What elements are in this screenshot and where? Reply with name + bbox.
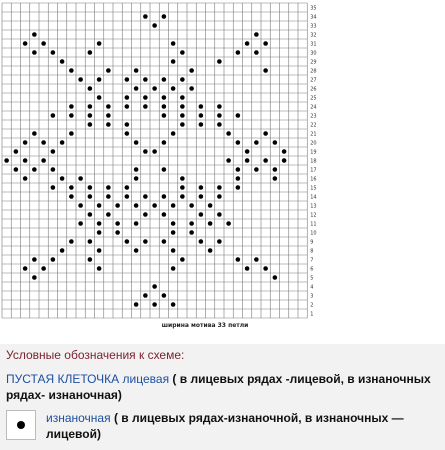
purl-stitch-dot (69, 185, 74, 190)
purl-stitch-dot (254, 167, 259, 172)
legend-empty-cell-row (6, 371, 436, 403)
purl-stitch-dot (106, 68, 111, 73)
purl-stitch-dot (88, 113, 93, 118)
purl-stitch-dot (189, 86, 194, 91)
purl-stitch-dot (263, 266, 268, 271)
purl-stitch-dot (189, 221, 194, 226)
purl-stitch-dot (88, 239, 93, 244)
purl-stitch-dot (88, 257, 93, 262)
purl-stitch-dot (208, 203, 213, 208)
row-number-label: 15 (310, 185, 317, 192)
purl-stitch-dot (217, 212, 222, 217)
purl-stitch-dot (236, 167, 241, 172)
row-number-label: 17 (310, 167, 317, 174)
purl-stitch-dot (273, 140, 278, 145)
purl-stitch-dot (162, 293, 167, 298)
purl-stitch-dot (162, 212, 167, 217)
purl-stitch-dot (199, 185, 204, 190)
purl-stitch-dot (263, 68, 268, 73)
purl-stitch-dot (41, 158, 46, 163)
row-number-label: 2 (310, 302, 314, 309)
purl-stitch-dot (97, 230, 102, 235)
purl-stitch-dot (217, 113, 222, 118)
purl-stitch-dot (171, 302, 176, 307)
purl-stitch-dot (263, 41, 268, 46)
purl-stitch-dot (32, 257, 37, 262)
purl-stitch-dot (69, 104, 74, 109)
purl-stitch-dot (171, 59, 176, 64)
purl-stitch-dot (32, 131, 37, 136)
purl-stitch-dot (41, 41, 46, 46)
legend-dot-row (46, 410, 441, 442)
purl-stitch-dot (199, 212, 204, 217)
legend-title: Условные обозначения к схеме: (6, 348, 185, 362)
row-number-label: 22 (310, 122, 317, 129)
purl-stitch-dot (245, 149, 250, 154)
purl-stitch-dot (236, 185, 241, 190)
purl-stitch-dot (143, 14, 148, 19)
purl-stitch-dot (106, 113, 111, 118)
purl-stitch-dot (106, 194, 111, 199)
purl-stitch-dot (125, 194, 130, 199)
purl-stitch-dot (78, 203, 83, 208)
purl-stitch-dot (88, 104, 93, 109)
purl-stitch-dot (273, 275, 278, 280)
row-number-label: 3 (310, 293, 314, 300)
purl-stitch-dot (14, 167, 19, 172)
row-number-label: 14 (310, 194, 317, 201)
purl-stitch-dot (125, 77, 130, 82)
purl-stitch-dot (97, 221, 102, 226)
purl-stitch-dot (171, 41, 176, 46)
purl-stitch-dot (171, 266, 176, 271)
purl-stitch-dot (134, 167, 139, 172)
row-number-label: 1 (310, 311, 314, 318)
purl-stitch-dot (245, 158, 250, 163)
purl-stitch-dot (152, 302, 157, 307)
purl-stitch-dot (208, 248, 213, 253)
row-number-label: 33 (310, 23, 317, 30)
purl-stitch-dot (115, 230, 120, 235)
row-number-label: 13 (310, 203, 317, 210)
purl-stitch-dot (78, 77, 83, 82)
purl-stitch-dot (180, 122, 185, 127)
row-number-label: 12 (310, 212, 317, 219)
purl-stitch-dot (180, 104, 185, 109)
purl-stitch-dot (143, 212, 148, 217)
row-number-label: 28 (310, 68, 317, 75)
purl-stitch-dot (143, 95, 148, 100)
purl-stitch-dot (125, 122, 130, 127)
row-number-label: 7 (310, 257, 314, 264)
purl-stitch-dot (88, 122, 93, 127)
purl-stitch-dot (217, 122, 222, 127)
row-number-label: 20 (310, 140, 317, 147)
purl-stitch-dot (32, 275, 37, 280)
purl-stitch-dot (162, 113, 167, 118)
purl-stitch-dot (282, 149, 287, 154)
purl-stitch-dot (171, 86, 176, 91)
purl-stitch-dot (152, 86, 157, 91)
purl-stitch-dot (273, 167, 278, 172)
purl-stitch-dot (125, 104, 130, 109)
purl-stitch-dot (152, 149, 157, 154)
row-number-label: 11 (310, 221, 317, 228)
row-number-label: 32 (310, 32, 317, 39)
purl-stitch-dot (152, 203, 157, 208)
purl-stitch-dot (51, 113, 56, 118)
purl-stitch-dot (199, 194, 204, 199)
row-number-label: 34 (310, 14, 317, 21)
purl-stitch-dot (143, 194, 148, 199)
chart-grid-background (2, 3, 307, 318)
purl-stitch-dot (245, 266, 250, 271)
purl-stitch-dot (226, 131, 231, 136)
purl-stitch-dot (51, 167, 56, 172)
purl-stitch-dot (162, 140, 167, 145)
purl-stitch-dot (263, 131, 268, 136)
purl-stitch-dot (226, 221, 231, 226)
purl-stitch-dot (97, 77, 102, 82)
row-number-label: 6 (310, 266, 314, 273)
purl-stitch-dot (97, 248, 102, 253)
purl-stitch-dot (162, 95, 167, 100)
purl-stitch-dot (152, 284, 157, 289)
row-number-label: 25 (310, 95, 317, 102)
purl-stitch-dot (254, 32, 259, 37)
row-number-label: 29 (310, 59, 317, 66)
purl-stitch-dot (236, 50, 241, 55)
purl-stitch-dot (273, 176, 278, 181)
purl-stitch-dot (4, 158, 9, 163)
purl-stitch-dot (199, 104, 204, 109)
purl-stitch-dot (189, 68, 194, 73)
purl-stitch-dot (88, 194, 93, 199)
purl-stitch-dot (134, 248, 139, 253)
purl-stitch-dot (171, 248, 176, 253)
row-number-label: 18 (310, 158, 317, 165)
row-number-label: 26 (310, 86, 317, 93)
purl-stitch-dot (189, 203, 194, 208)
purl-stitch-dot (78, 176, 83, 181)
purl-stitch-dot (134, 203, 139, 208)
row-number-label: 19 (310, 149, 317, 156)
row-number-label: 8 (310, 248, 314, 255)
purl-stitch-dot (180, 95, 185, 100)
purl-stitch-dot (162, 167, 167, 172)
purl-stitch-dot (41, 266, 46, 271)
purl-stitch-dot (217, 104, 222, 109)
purl-stitch-dot (180, 77, 185, 82)
row-number-label: 24 (310, 104, 317, 111)
purl-stitch-dot (51, 149, 56, 154)
purl-stitch-dot (125, 239, 130, 244)
purl-stitch-dot (78, 221, 83, 226)
empty-cell-kind: лицевая (122, 372, 170, 386)
row-number-label: 5 (310, 275, 314, 282)
row-number-label: 21 (310, 131, 317, 138)
purl-stitch-dot (134, 221, 139, 226)
purl-stitch-dot (134, 176, 139, 181)
purl-stitch-dot (171, 230, 176, 235)
row-number-label: 27 (310, 77, 317, 84)
purl-stitch-dot (23, 140, 28, 145)
purl-stitch-dot (60, 59, 65, 64)
row-number-label: 10 (310, 230, 317, 237)
purl-stitch-dot (217, 59, 222, 64)
purl-stitch-dot (88, 185, 93, 190)
purl-stitch-dot (236, 140, 241, 145)
purl-stitch-dot (88, 50, 93, 55)
row-number-label: 31 (310, 41, 317, 48)
purl-stitch-dot (97, 266, 102, 271)
purl-stitch-dot (106, 212, 111, 217)
row-number-label: 30 (310, 50, 317, 57)
empty-cell-label: ПУСТАЯ КЛЕТОЧКА (6, 372, 120, 386)
purl-stitch-dot (134, 68, 139, 73)
purl-stitch-dot (69, 239, 74, 244)
purl-stitch-dot (236, 113, 241, 118)
purl-stitch-dot (23, 41, 28, 46)
purl-stitch-dot (23, 158, 28, 163)
purl-stitch-dot (143, 77, 148, 82)
purl-stitch-dot (41, 140, 46, 145)
purl-stitch-dot (69, 68, 74, 73)
purl-stitch-dot (14, 149, 19, 154)
purl-stitch-dot (23, 266, 28, 271)
purl-stitch-dot (134, 302, 139, 307)
purl-stitch-dot (60, 248, 65, 253)
row-number-label: 23 (310, 113, 317, 120)
purl-stitch-dot (199, 113, 204, 118)
purl-stitch-dot (217, 194, 222, 199)
purl-stitch-dot (115, 203, 120, 208)
purl-stitch-dot (180, 185, 185, 190)
purl-stitch-dot (226, 158, 231, 163)
purl-stitch-dot (263, 158, 268, 163)
purl-stitch-dot (236, 257, 241, 262)
purl-dot-icon (17, 421, 25, 429)
purl-stitch-dot (254, 50, 259, 55)
purl-stitch-dot (180, 194, 185, 199)
purl-stitch-dot (180, 113, 185, 118)
purl-stitch-dot (143, 149, 148, 154)
row-number-label: 35 (310, 5, 317, 12)
purl-stitch-dot (199, 122, 204, 127)
purl-stitch-dot (125, 185, 130, 190)
empty-cell-desc: ( в лицевых рядах -лицевой, в изнаночных рядах- изнаночная) (6, 372, 431, 402)
purl-stitch-dot (236, 176, 241, 181)
purl-stitch-dot (245, 41, 250, 46)
purl-stitch-dot (125, 95, 130, 100)
dot-kind: изнаночная (46, 411, 111, 425)
purl-stitch-dot (134, 86, 139, 91)
purl-stitch-dot (282, 158, 287, 163)
purl-stitch-dot (134, 140, 139, 145)
purl-stitch-dot (254, 257, 259, 262)
purl-stitch-dot (180, 50, 185, 55)
purl-stitch-dot (69, 113, 74, 118)
purl-stitch-dot (171, 203, 176, 208)
purl-stitch-dot (97, 203, 102, 208)
chart-caption: ширина мотива 33 петли (161, 322, 249, 329)
purl-stitch-dot (162, 239, 167, 244)
purl-stitch-dot (217, 239, 222, 244)
purl-stitch-dot (32, 32, 37, 37)
purl-stitch-dot (143, 104, 148, 109)
purl-stitch-dot (51, 50, 56, 55)
purl-stitch-dot (106, 104, 111, 109)
purl-stitch-dot (143, 239, 148, 244)
purl-stitch-dot (32, 167, 37, 172)
dot-desc: ( в лицевых рядах-изнаночной, в изнаночных — лицевой) (46, 411, 404, 441)
purl-stitch-dot (162, 104, 167, 109)
purl-stitch-dot (51, 257, 56, 262)
purl-stitch-dot (51, 185, 56, 190)
purl-stitch-dot (60, 140, 65, 145)
purl-stitch-dot (180, 176, 185, 181)
purl-stitch-dot (162, 77, 167, 82)
purl-stitch-dot (60, 176, 65, 181)
purl-stitch-dot (162, 14, 167, 19)
purl-stitch-dot (69, 194, 74, 199)
purl-stitch-dot (171, 221, 176, 226)
purl-stitch-dot (208, 221, 213, 226)
row-number-label: 16 (310, 176, 317, 183)
purl-stitch-dot (217, 185, 222, 190)
purl-stitch-dot (180, 257, 185, 262)
row-number-label: 9 (310, 239, 314, 246)
purl-stitch-dot (23, 176, 28, 181)
legend-dot-symbol-box (6, 410, 36, 440)
purl-stitch-dot (88, 212, 93, 217)
purl-stitch-dot (152, 23, 157, 28)
purl-stitch-dot (162, 194, 167, 199)
purl-stitch-dot (69, 131, 74, 136)
purl-stitch-dot (125, 131, 130, 136)
purl-stitch-dot (97, 95, 102, 100)
purl-stitch-dot (115, 221, 120, 226)
purl-stitch-dot (189, 230, 194, 235)
purl-stitch-dot (32, 50, 37, 55)
purl-stitch-dot (143, 293, 148, 298)
purl-stitch-dot (106, 185, 111, 190)
purl-stitch-dot (199, 239, 204, 244)
purl-stitch-dot (106, 122, 111, 127)
purl-stitch-dot (254, 140, 259, 145)
purl-stitch-dot (97, 41, 102, 46)
row-number-label: 4 (310, 284, 314, 291)
purl-stitch-dot (88, 86, 93, 91)
purl-stitch-dot (171, 131, 176, 136)
